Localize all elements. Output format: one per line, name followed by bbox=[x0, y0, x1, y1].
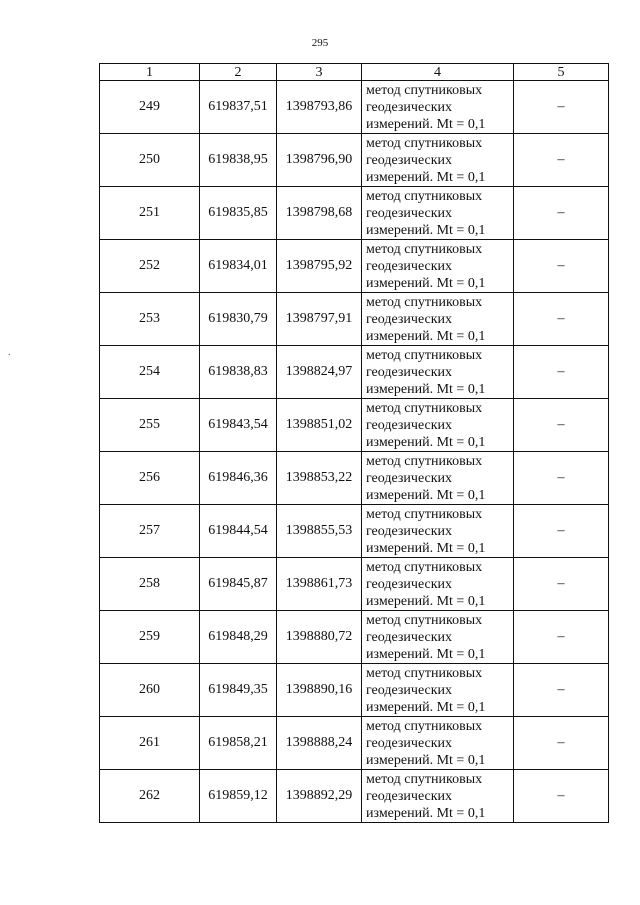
x-coordinate-cell: 619858,21 bbox=[200, 717, 277, 770]
method-line: геодезических bbox=[366, 735, 453, 751]
x-coordinate-cell: 619845,87 bbox=[200, 558, 277, 611]
point-number-cell: 250 bbox=[100, 134, 200, 187]
method-line: геодезических bbox=[366, 99, 453, 115]
note-cell: – bbox=[514, 611, 609, 664]
point-number-cell: 251 bbox=[100, 187, 200, 240]
point-number-cell: 259 bbox=[100, 611, 200, 664]
point-number-cell: 257 bbox=[100, 505, 200, 558]
method-line: метод спутниковых bbox=[366, 771, 483, 787]
point-number-cell: 262 bbox=[100, 770, 200, 823]
note-cell: – bbox=[514, 399, 609, 452]
method-line: метод спутниковых bbox=[366, 135, 483, 151]
header-col-4: 4 bbox=[362, 64, 514, 81]
x-coordinate-cell: 619837,51 bbox=[200, 81, 277, 134]
y-coordinate-cell: 1398798,68 bbox=[277, 187, 362, 240]
table-row bbox=[100, 664, 609, 717]
method-line: измерений. Mt = 0,1 bbox=[366, 805, 486, 821]
note-cell: – bbox=[514, 187, 609, 240]
note-cell: – bbox=[514, 717, 609, 770]
method-line: измерений. Mt = 0,1 bbox=[366, 752, 486, 768]
method-line: измерений. Mt = 0,1 bbox=[366, 116, 486, 132]
note-cell: – bbox=[514, 293, 609, 346]
method-cell bbox=[362, 611, 514, 664]
table-row bbox=[100, 452, 609, 505]
y-coordinate-cell: 1398795,92 bbox=[277, 240, 362, 293]
header-row bbox=[100, 64, 609, 81]
method-line: геодезических bbox=[366, 576, 453, 592]
note-cell: – bbox=[514, 240, 609, 293]
method-cell bbox=[362, 81, 514, 134]
method-line: геодезических bbox=[366, 258, 453, 274]
method-line: метод спутниковых bbox=[366, 559, 483, 575]
y-coordinate-cell: 1398880,72 bbox=[277, 611, 362, 664]
table-row bbox=[100, 770, 609, 823]
x-coordinate-cell: 619835,85 bbox=[200, 187, 277, 240]
method-line: метод спутниковых bbox=[366, 294, 483, 310]
method-line: измерений. Mt = 0,1 bbox=[366, 381, 486, 397]
header-col-3: 3 bbox=[277, 64, 362, 81]
note-cell: – bbox=[514, 452, 609, 505]
method-line: метод спутниковых bbox=[366, 612, 483, 628]
coordinates-table bbox=[99, 63, 609, 823]
x-coordinate-cell: 619844,54 bbox=[200, 505, 277, 558]
header-col-1: 1 bbox=[100, 64, 200, 81]
x-coordinate-cell: 619838,95 bbox=[200, 134, 277, 187]
table-row bbox=[100, 293, 609, 346]
method-line: измерений. Mt = 0,1 bbox=[366, 275, 486, 291]
y-coordinate-cell: 1398853,22 bbox=[277, 452, 362, 505]
note-cell: – bbox=[514, 505, 609, 558]
method-line: измерений. Mt = 0,1 bbox=[366, 646, 486, 662]
method-line: геодезических bbox=[366, 311, 453, 327]
point-number-cell: 258 bbox=[100, 558, 200, 611]
point-number-cell: 254 bbox=[100, 346, 200, 399]
y-coordinate-cell: 1398888,24 bbox=[277, 717, 362, 770]
note-cell: – bbox=[514, 664, 609, 717]
point-number-cell: 261 bbox=[100, 717, 200, 770]
method-cell bbox=[362, 717, 514, 770]
note-cell: – bbox=[514, 81, 609, 134]
method-line: измерений. Mt = 0,1 bbox=[366, 222, 486, 238]
method-line: измерений. Mt = 0,1 bbox=[366, 169, 486, 185]
method-line: измерений. Mt = 0,1 bbox=[366, 699, 486, 715]
point-number-cell: 249 bbox=[100, 81, 200, 134]
method-line: геодезических bbox=[366, 364, 453, 380]
table-body bbox=[100, 81, 609, 823]
method-line: геодезических bbox=[366, 152, 453, 168]
method-cell bbox=[362, 664, 514, 717]
table-row bbox=[100, 187, 609, 240]
method-line: геодезических bbox=[366, 205, 453, 221]
method-cell bbox=[362, 505, 514, 558]
method-line: метод спутниковых bbox=[366, 400, 483, 416]
point-number-cell: 255 bbox=[100, 399, 200, 452]
method-line: метод спутниковых bbox=[366, 241, 483, 257]
method-cell bbox=[362, 558, 514, 611]
method-line: геодезических bbox=[366, 523, 453, 539]
method-line: метод спутниковых bbox=[366, 665, 483, 681]
y-coordinate-cell: 1398793,86 bbox=[277, 81, 362, 134]
x-coordinate-cell: 619848,29 bbox=[200, 611, 277, 664]
x-coordinate-cell: 619834,01 bbox=[200, 240, 277, 293]
method-line: измерений. Mt = 0,1 bbox=[366, 487, 486, 503]
method-cell bbox=[362, 452, 514, 505]
note-cell: – bbox=[514, 770, 609, 823]
method-line: измерений. Mt = 0,1 bbox=[366, 328, 486, 344]
y-coordinate-cell: 1398824,97 bbox=[277, 346, 362, 399]
y-coordinate-cell: 1398796,90 bbox=[277, 134, 362, 187]
note-cell: – bbox=[514, 134, 609, 187]
y-coordinate-cell: 1398797,91 bbox=[277, 293, 362, 346]
y-coordinate-cell: 1398890,16 bbox=[277, 664, 362, 717]
table-row bbox=[100, 346, 609, 399]
method-cell bbox=[362, 346, 514, 399]
table-row bbox=[100, 611, 609, 664]
x-coordinate-cell: 619843,54 bbox=[200, 399, 277, 452]
method-line: геодезических bbox=[366, 470, 453, 486]
method-line: измерений. Mt = 0,1 bbox=[366, 434, 486, 450]
x-coordinate-cell: 619859,12 bbox=[200, 770, 277, 823]
table-row bbox=[100, 558, 609, 611]
x-coordinate-cell: 619830,79 bbox=[200, 293, 277, 346]
method-line: метод спутниковых bbox=[366, 718, 483, 734]
method-cell bbox=[362, 134, 514, 187]
y-coordinate-cell: 1398855,53 bbox=[277, 505, 362, 558]
note-cell: – bbox=[514, 346, 609, 399]
table-row bbox=[100, 717, 609, 770]
method-line: геодезических bbox=[366, 788, 453, 804]
method-line: метод спутниковых bbox=[366, 188, 483, 204]
method-cell bbox=[362, 187, 514, 240]
header-col-2: 2 bbox=[200, 64, 277, 81]
point-number-cell: 253 bbox=[100, 293, 200, 346]
note-cell: – bbox=[514, 558, 609, 611]
table-row bbox=[100, 240, 609, 293]
x-coordinate-cell: 619838,83 bbox=[200, 346, 277, 399]
method-line: метод спутниковых bbox=[366, 506, 483, 522]
method-line: измерений. Mt = 0,1 bbox=[366, 540, 486, 556]
table-row bbox=[100, 399, 609, 452]
method-line: геодезических bbox=[366, 629, 453, 645]
method-line: метод спутниковых bbox=[366, 82, 483, 98]
method-cell bbox=[362, 770, 514, 823]
point-number-cell: 252 bbox=[100, 240, 200, 293]
point-number-cell: 256 bbox=[100, 452, 200, 505]
method-line: геодезических bbox=[366, 682, 453, 698]
point-number-cell: 260 bbox=[100, 664, 200, 717]
y-coordinate-cell: 1398892,29 bbox=[277, 770, 362, 823]
table-row bbox=[100, 134, 609, 187]
y-coordinate-cell: 1398851,02 bbox=[277, 399, 362, 452]
table-row bbox=[100, 81, 609, 134]
table-row bbox=[100, 505, 609, 558]
method-line: измерений. Mt = 0,1 bbox=[366, 593, 486, 609]
method-cell bbox=[362, 399, 514, 452]
method-line: метод спутниковых bbox=[366, 347, 483, 363]
y-coordinate-cell: 1398861,73 bbox=[277, 558, 362, 611]
x-coordinate-cell: 619846,36 bbox=[200, 452, 277, 505]
x-coordinate-cell: 619849,35 bbox=[200, 664, 277, 717]
margin-mark: . bbox=[8, 347, 11, 358]
header-col-5: 5 bbox=[514, 64, 609, 81]
page-number: 295 bbox=[311, 37, 329, 49]
method-line: метод спутниковых bbox=[366, 453, 483, 469]
method-cell bbox=[362, 293, 514, 346]
method-cell bbox=[362, 240, 514, 293]
method-line: геодезических bbox=[366, 417, 453, 433]
